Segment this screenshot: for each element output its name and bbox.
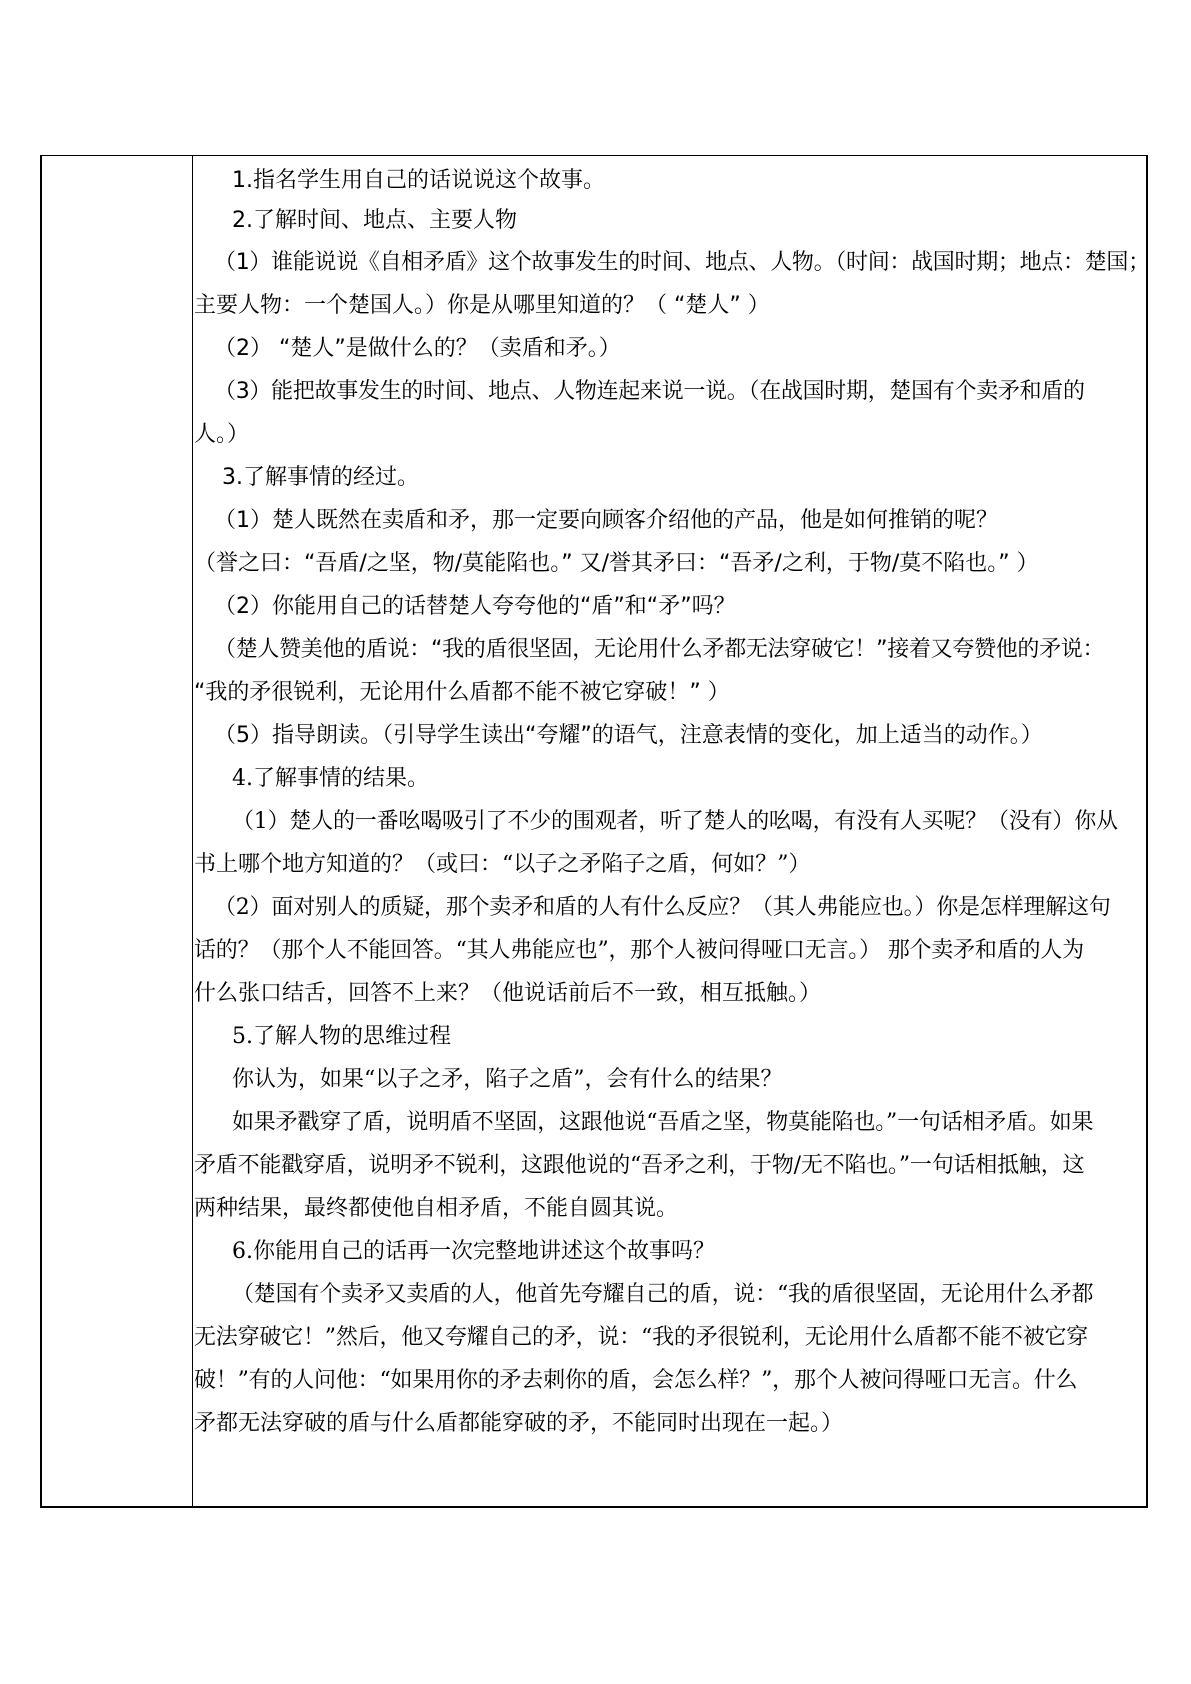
step-3-q5-line: （5）指导朗读。（引导学生读出“夸耀”的语气，注意表情的变化，加上适当的动作。） (214, 723, 1043, 748)
step-5-answer-line-3: 两种结果，最终都使他自相矛盾，不能自圆其说。 (194, 1196, 679, 1221)
step-3-q1-answer: （誉之曰：“吾盾/之坚，物/莫能陷也。” 又/誉其矛曰：“吾矛/之利，于物/莫不陷也。” ） (194, 551, 1039, 576)
table-left-column (42, 156, 193, 1506)
step-3-heading: 3.了解事情的经过。 (222, 465, 419, 490)
table-right-column (194, 156, 1150, 1506)
step-4-heading: 4.了解事情的结果。 (232, 766, 429, 791)
step-2-q3-line-2: 人。） (194, 422, 250, 447)
step-2-q1-line-2: 主要人物：一个楚国人。）你是从哪里知道的？（ “楚人” ） (194, 293, 770, 318)
step-2-q2-line: （2） “楚人”是做什么的？（卖盾和矛。） (214, 336, 621, 361)
step-4-q1-line-2: 书上哪个地方知道的？（或曰：“以子之矛陷子之盾，何如？”） (194, 852, 811, 877)
step-2-q1-line-1: （1）谁能说说《自相矛盾》这个故事发生的时间、地点、人物。（时间：战国时期；地点：楚国； (214, 250, 1150, 275)
step-5-answer-line-1: 如果矛戳穿了盾，说明盾不坚固，这跟他说“吾盾之坚，物莫能陷也。”一句话相矛盾。如果 (232, 1110, 1094, 1135)
step-5-question: 你认为，如果“以子之矛，陷子之盾”，会有什么的结果？ (232, 1067, 783, 1092)
step-5-heading: 5.了解人物的思维过程 (232, 1024, 451, 1049)
step-2-q3-line-1: （3）能把故事发生的时间、地点、人物连起来说一说。（在战国时期，楚国有个卖矛和盾的 (214, 379, 1085, 404)
step-3-q1-line: （1）楚人既然在卖盾和矛，那一定要向顾客介绍他的产品，他是如何推销的呢？ (214, 508, 998, 533)
step-3-q2-answer-line-1: （楚人赞美他的盾说：“我的盾很坚固，无论用什么矛都无法穿破它！”接着又夸赞他的矛说： (214, 637, 1105, 662)
step-4-q1-line-1: （1）楚人的一番吆喝吸引了不少的围观者，听了楚人的吆喝，有没有人买呢？（没有）你从 (232, 809, 1118, 834)
step-6-answer-line-1: （楚国有个卖矛又卖盾的人，他首先夸耀自己的盾，说：“我的盾很坚固，无论用什么矛都 (232, 1282, 1094, 1307)
step-3-q2-answer-line-2: “我的矛很锐利，无论用什么盾都不能不被它穿破！” ） (194, 680, 730, 705)
step-2-heading: 2.了解时间、地点、主要人物 (232, 208, 517, 233)
lesson-table (40, 155, 1148, 1508)
step-1-line: 1.指名学生用自己的话说说这个故事。 (232, 168, 605, 193)
step-6-heading: 6.你能用自己的话再一次完整地讲述这个故事吗？ (232, 1239, 715, 1264)
step-4-q2-line-2: 话的？（那个人不能回答。“其人弗能应也”，那个人被问得哑口无言。） 那个卖矛和盾的人为 (194, 938, 1084, 963)
step-4-q2-line-3: 什么张口结舌，回答不上来？（他说话前后不一致，相互抵触。） (194, 981, 822, 1006)
step-6-answer-line-2: 无法穿破它！”然后，他又夸耀自己的矛，说：“我的矛很锐利，无论用什么盾都不能不被它穿 (194, 1325, 1089, 1350)
step-6-answer-line-4: 矛都无法穿破的盾与什么盾都能穿破的矛，不能同时出现在一起。） (194, 1411, 844, 1436)
step-6-answer-line-3: 破！”有的人问他：“如果用你的矛去刺你的盾，会怎么样？”，那个人被问得哑口无言。什么 (194, 1368, 1078, 1393)
step-5-answer-line-2: 矛盾不能戳穿盾，说明矛不锐利，这跟他说的“吾矛之利，于物/无不陷也。”一句话相抵触，这 (194, 1153, 1085, 1178)
step-4-q2-line-1: （2）面对别人的质疑，那个卖矛和盾的人有什么反应？（其人弗能应也。）你是怎样理解这句 (214, 895, 1111, 920)
step-3-q2-line: （2）你能用自己的话替楚人夸夸他的“盾”和“矛”吗？ (214, 594, 736, 619)
